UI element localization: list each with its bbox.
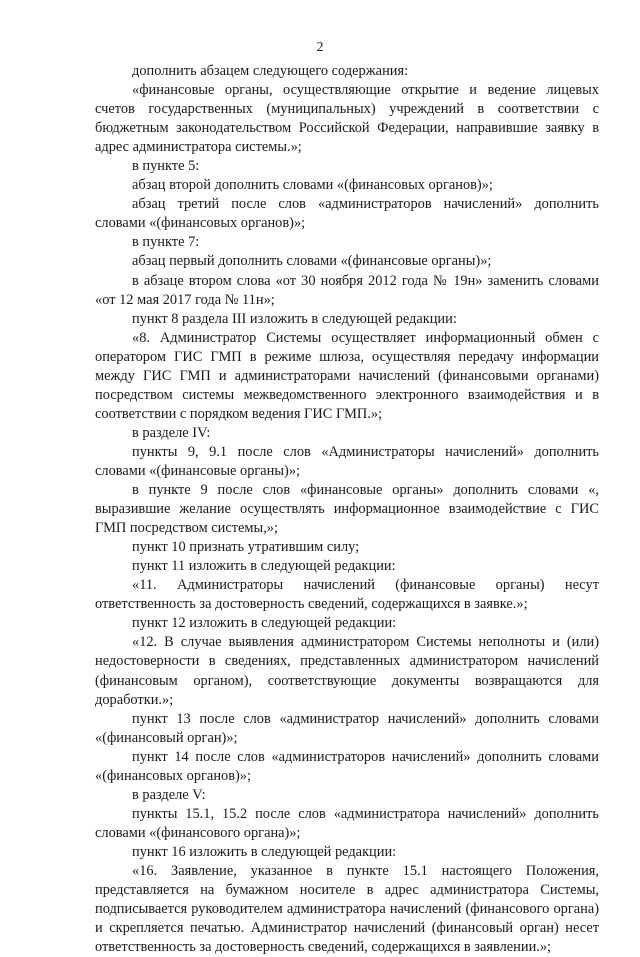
paragraph: в разделе V: xyxy=(132,786,206,803)
paragraph: пункты 9, 9.1 после слов «Администраторы начислений» дополнить словами «(финансовые органы)»; xyxy=(95,443,599,479)
paragraph: «11. Администраторы начислений (финансовые органы) несут ответственность за достоверность сведений, содержащихся в заявке.»; xyxy=(95,577,599,613)
paragraph: в пункте 7: xyxy=(132,234,200,251)
paragraph: пункты 15.1, 15.2 после слов «администратора начислений» дополнить словами «(финансового органа)»; xyxy=(95,805,599,841)
paragraph: пункт 10 признать утратившим силу; xyxy=(132,539,360,556)
paragraph: «финансовые органы, осуществляющие открытие и ведение лицевых счетов государственных (муниципальных) учреждений в соответствии с бюджетным законодательством Российской Федерации, направившие заявку в адрес администратора системы.»; xyxy=(95,82,599,156)
paragraph: в пункте 9 после слов «финансовые органы» дополнить словами «, выразившие желание осуществлять информационное взаимодействие с ГИС ГМП посредством системы,»; xyxy=(95,482,599,537)
paragraph: «12. В случае выявления администратором Системы неполноты и (или) недостоверности в сведениях, представленных администратором начислений (финансовым органом), соответствующие документы возвращаются для доработки.»; xyxy=(95,634,599,708)
paragraph: в разделе IV: xyxy=(132,424,211,441)
paragraph: абзац второй дополнить словами «(финансовых органов)»; xyxy=(132,177,493,194)
paragraph: абзац первый дополнить словами «(финансовые органы)»; xyxy=(132,253,492,270)
paragraph: пункт 14 после слов «администраторов начислений» дополнить словами «(финансовых органов)»; xyxy=(95,748,599,784)
paragraph: пункт 12 изложить в следующей редакции: xyxy=(132,615,397,632)
page-number: 2 xyxy=(316,40,324,55)
paragraph: дополнить абзацем следующего содержания: xyxy=(132,63,409,79)
paragraph: пункт 8 раздела III изложить в следующей редакции: xyxy=(132,310,457,327)
paragraph: «8. Администратор Системы осуществляет информационный обмен с оператором ГИС ГМП в режиме шлюза, осуществляя передачу информации между ГИС ГМП и администраторами начислений (финансовыми органами) посредством системы межведомственного электронного взаимодействия и в соответствии с порядком ведения ГИС ГМП.»; xyxy=(95,329,599,422)
paragraph: пункт 16 изложить в следующей редакции: xyxy=(132,843,397,860)
paragraph: абзац третий после слов «администраторов начислений» дополнить словами «(финансовых органов)»; xyxy=(95,196,599,232)
paragraph: в абзаце втором слова «от 30 ноября 2012 года № 19н» заменить словами «от 12 мая 2017 года № 11н»; xyxy=(95,272,599,308)
paragraph: в пункте 5: xyxy=(132,158,200,175)
paragraph: пункт 11 изложить в следующей редакции: xyxy=(132,558,396,575)
paragraph: «16. Заявление, указанное в пункте 15.1 настоящего Положения, представляется на бумажном носителе в адрес администратора Системы, подписывается руководителем администратора начислений (финансового органа) и скрепляется печатью. Администратор начислений (финансовый орган) несет ответственность за достоверность сведений, содержащихся в заявлении.»; xyxy=(95,862,599,956)
paragraph: пункт 13 после слов «администратор начислений» дополнить словами «(финансовый орган)»; xyxy=(95,710,599,746)
document-body xyxy=(95,62,599,957)
